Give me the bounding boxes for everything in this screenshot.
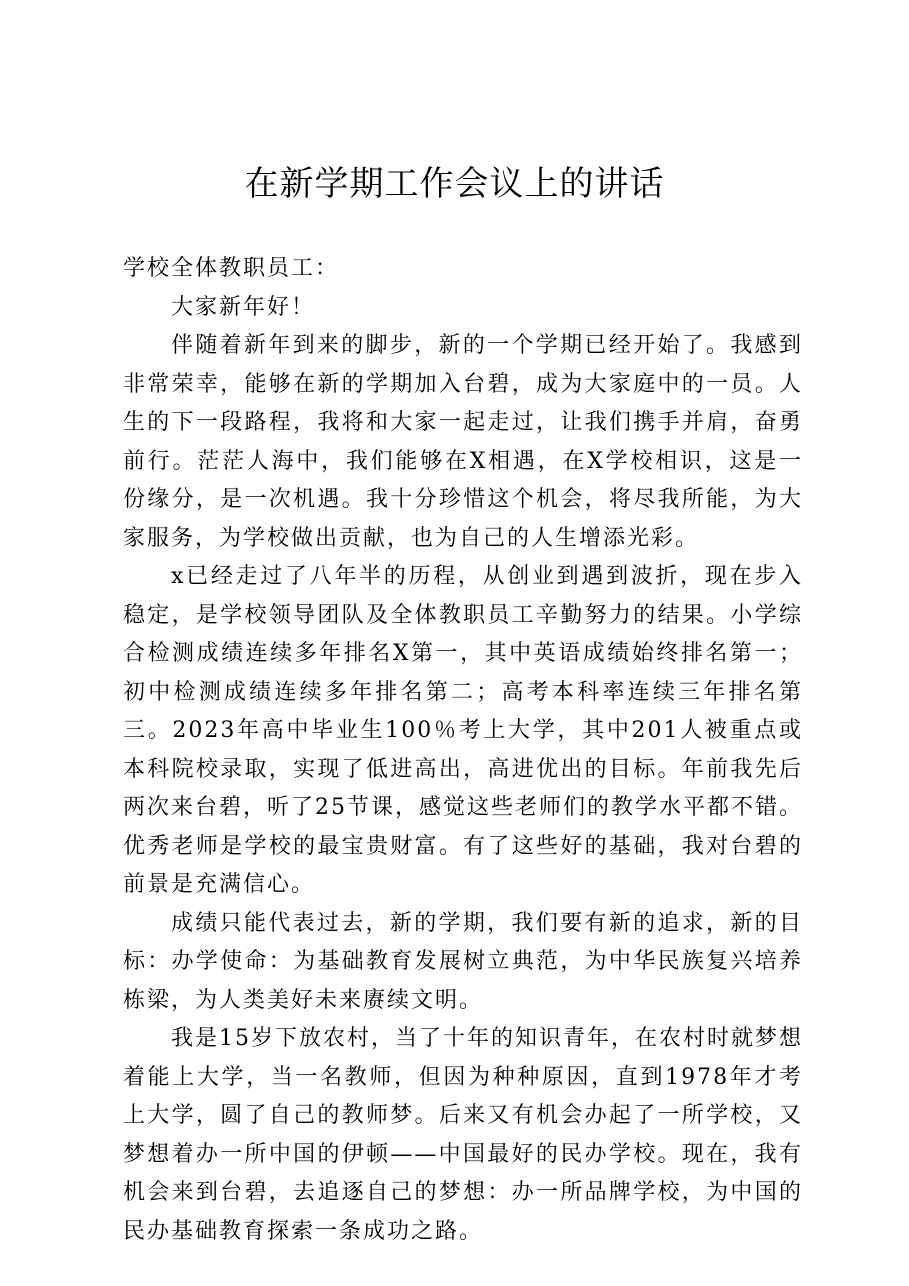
paragraph-1: 伴随着新年到来的脚步，新的一个学期已经开始了。我感到非常荣幸，能够在新的学期加入台碧，成为大家庭中的一员。人生的下一段路程，我将和大家一起走过，让我们携手并肩，奋勇前行。茫茫人海中，我们能够在X相遇，在X学校相识，这是一份缘分，是一次机遇。我十分珍惜这个机会，将尽我所能，为大家服务，为学校做出贡献，也为自己的人生增添光彩。 — [123, 333, 803, 551]
document-title: 在新学期工作会议上的讲话 — [244, 164, 665, 204]
paragraph-2: x已经走过了八年半的历程，从创业到遇到波折，现在步入稳定，是学校领导团队及全体教职员工辛勤努力的结果。小学综合检测成绩连续多年排名X第一，其中英语成绩始终排名第一；初中检测成绩连续多年排名第二；高考本科率连续三年排名第三。2023年高中毕业生100％考上大学，其中201人被重点或本科院校录取，实现了低进高出，高进优出的目标。年前我先后两次来台碧，听了25节课，感觉这些老师们的教学水平都不错。优秀老师是学校的最宝贵财富。有了这些好的基础，我对台碧的前景是充满信心。 — [123, 564, 803, 897]
salutation: 学校全体教职员工： — [123, 256, 340, 281]
greeting: 大家新年好！ — [171, 294, 316, 320]
document-body — [123, 250, 803, 1251]
paragraph-3: 成绩只能代表过去，新的学期，我们要有新的追求，新的目标：办学使命：为基础教育发展树立典范，为中华民族复兴培养栋梁，为人类美好未来赓续文明。 — [123, 910, 803, 1013]
paragraph-4: 我是15岁下放农村，当了十年的知识青年，在农村时就梦想着能上大学，当一名教师，但因为种种原因，直到1978年才考上大学，圆了自己的教师梦。后来又有机会办起了一所学校，又梦想着办一所中国的伊顿——中国最好的民办学校。现在，我有机会来到台碧，去追逐自己的梦想：办一所品牌学校，为中国的民办基础教育探索一条成功之路。 — [123, 1026, 803, 1244]
